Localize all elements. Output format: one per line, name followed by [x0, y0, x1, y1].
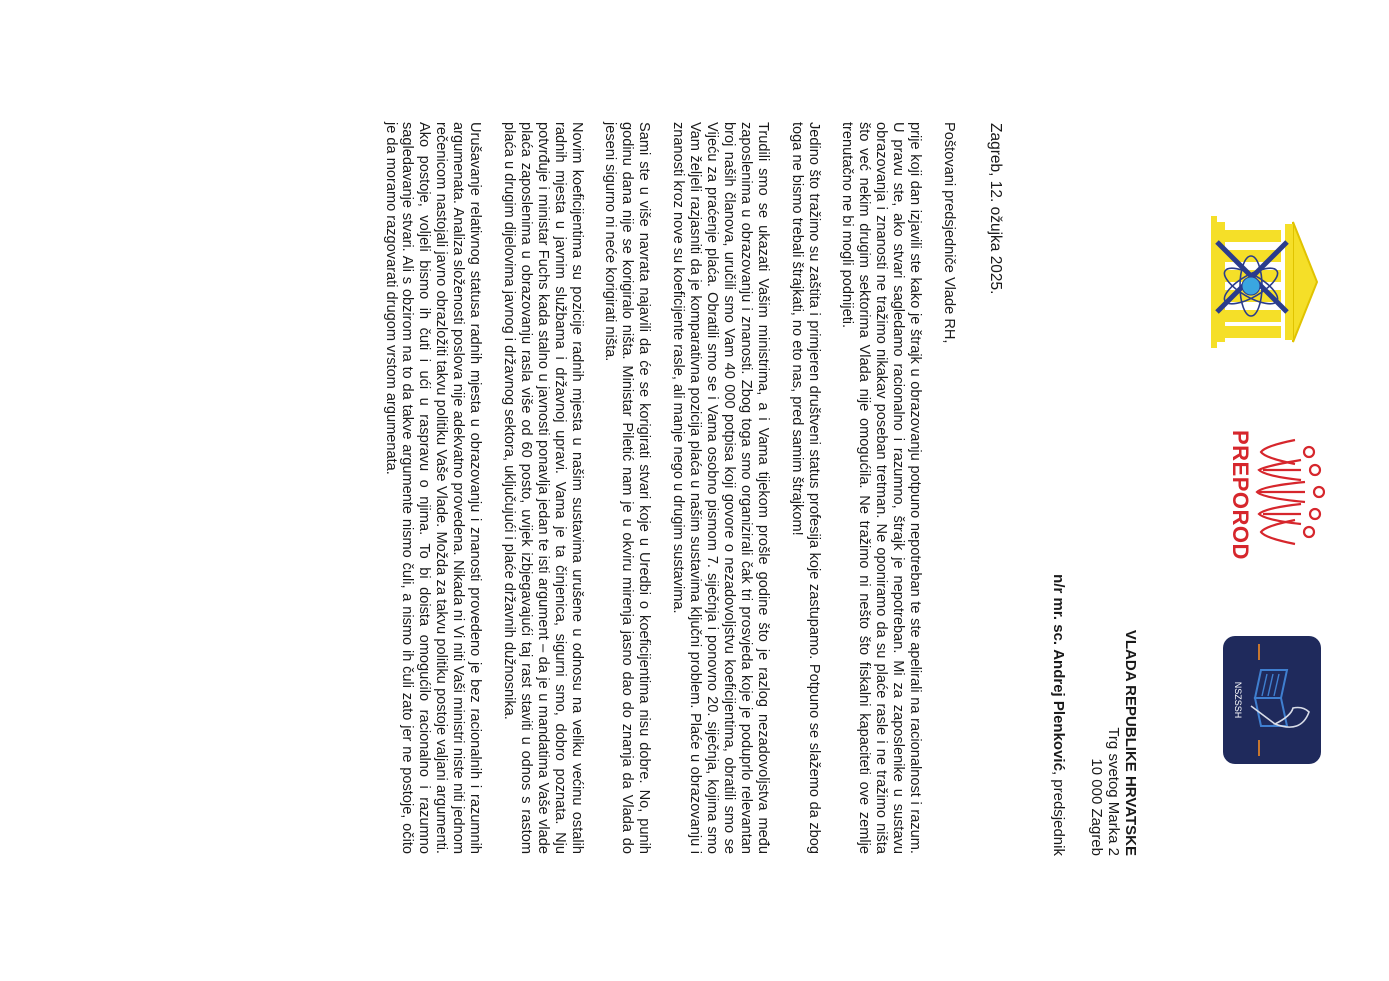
letter-body — [365, 122, 957, 854]
attention-line — [1050, 540, 1067, 856]
attention-prefix: n/r mr. sc. — [1050, 574, 1067, 646]
preporod-logo — [1215, 430, 1325, 560]
recipient-street: Trg svetog Marka 2 — [1105, 727, 1122, 856]
nszssh-book-quill-icon — [1223, 636, 1321, 764]
body-paragraph: Urušavanje relativnog statusa radnih mjesta u obrazovanju i znanosti provedeno je bez racionalnih i razumnih argumenata. Analiza složenosti poslova nije adekvatno provedena. Nikada ni Vi niti Vaši ministri niste niti jednom rečenicom nastojali javno obrazložiti takvu politiku Vaše Vlade. Možda za takvu politiku postoje valjani argumenti. Ako postoje, voljeli bismo ih čuti i ući u raspravu o njima. To bi doista omogućilo racionalno i razumno sagledavanje stvari. Ali s obzirom na to da takve argumente nismo čuli, a nismo ih čuli zato jer ne postoje, očito je da moramo razgovarati drugom vrstom argumenata. — [382, 122, 484, 854]
letter-date: Zagreb, 12. ožujka 2025. — [987, 123, 1004, 295]
preporod-wordmark: PREPOROD — [1228, 430, 1253, 560]
attention-name: Andrej Plenković — [1050, 649, 1067, 771]
recipient-organization: VLADA REPUBLIKE HRVATSKE — [1122, 629, 1139, 856]
body-paragraph: Novim koeficijentima su pozicije radnih mjesta u našim sustavima urušene u odnosu na veliku većinu ostalih radnih mjesta u javnim službama i državnoj upravi. Vama je ta činjenica, sigurni smo, dobro poznata. Nju potvrđuje i ministar Fuchs kada stalno u javnosti ponavlja jedan te isti argument – da je u mandatima Vaše vlade plaća zaposlenima u obrazovanju rasla više od 60 posto, uvijek izbjegavajući taj rast staviti u odnos s rastom plaća u drugim dijelovima javnog i državnog sektora, uključujući i plaće državnih dužnosnika. — [500, 122, 585, 854]
nszssh-logo — [1223, 636, 1321, 764]
salutation: Poštovani predsjedniče Vlade RH, — [941, 122, 957, 344]
institute-logo-icon — [1209, 212, 1321, 352]
body-paragraph: Jedino što tražimo su zaštita i primjeren društveni status profesija koje zastupamo. Potpuno se slažemo da zbog toga ne bismo trebali štrajkati, no eto nas, pred samim štrajkom! — [788, 122, 822, 854]
attention-role: , predsjednik — [1050, 770, 1067, 856]
institute-logo-graphic — [1209, 212, 1321, 352]
body-paragraph: Trudili smo se ukazati Vašim ministrima, a i Vama tijekom prošle godine što je razlog nezadovoljstva među zaposlenima u obrazovanju i znanosti. Zbog toga smo organizirali čak tri prosvjeda koje je poduprlo relevantan broj naših članova, uručili smo Vam 40 000 potpisa koji govore o nezadovoljstvu koeficijentima, obratili smo se Vijeću za praćenje plaća. Obratili smo se i Vama osobno pismom 7. siječnja i ponovno 20. siječnja, kojima smo Vam željeli razjasniti da je komparativna pozicija plaća u našim sustavima ključni problem. Plaće u obrazovanju i znanosti kroz nove su koeficijente rasle, ali manje nego u drugim sustavima. — [670, 122, 771, 854]
preporod-figures-icon — [1253, 430, 1325, 555]
body-paragraph: Sami ste u više navrata najavili da će se korigirati stvari koje u Uredbi o koeficijentima nisu dobre. No, punih godinu dana nije se korigiralo ništa. Ministar Piletić nam je u okviru mirenja jasno dao do znanja da Vlada do jeseni sigurno ni neće korigirati ništa. — [602, 122, 653, 854]
recipient-address — [1088, 560, 1139, 856]
nszssh-logo-text: NSZSSH — [1233, 681, 1243, 719]
body-paragraph: prije koji dan izjavili ste kako je štrajk u obrazovanju potpuno nepotreban te ste apelirali na racionalnost i razum. U pravu ste, ako stvari sagledamo racionalno i razumno, štrajk je nepotreban. Mi za zaposlenike u sustavu obrazovanja i znanosti ne tražimo nikakav poseban tretman. Ne oponiramo da su plaće rasle i ne tražimo ništa što već nekim drugim sektorima Vlada nije omogućila. Ne tražimo ni nešto što fiskalni kapaciteti ove zemlje trenutačno ne bi mogli podnijeti. — [839, 122, 924, 854]
recipient-city: 10 000 Zagreb — [1088, 758, 1105, 856]
